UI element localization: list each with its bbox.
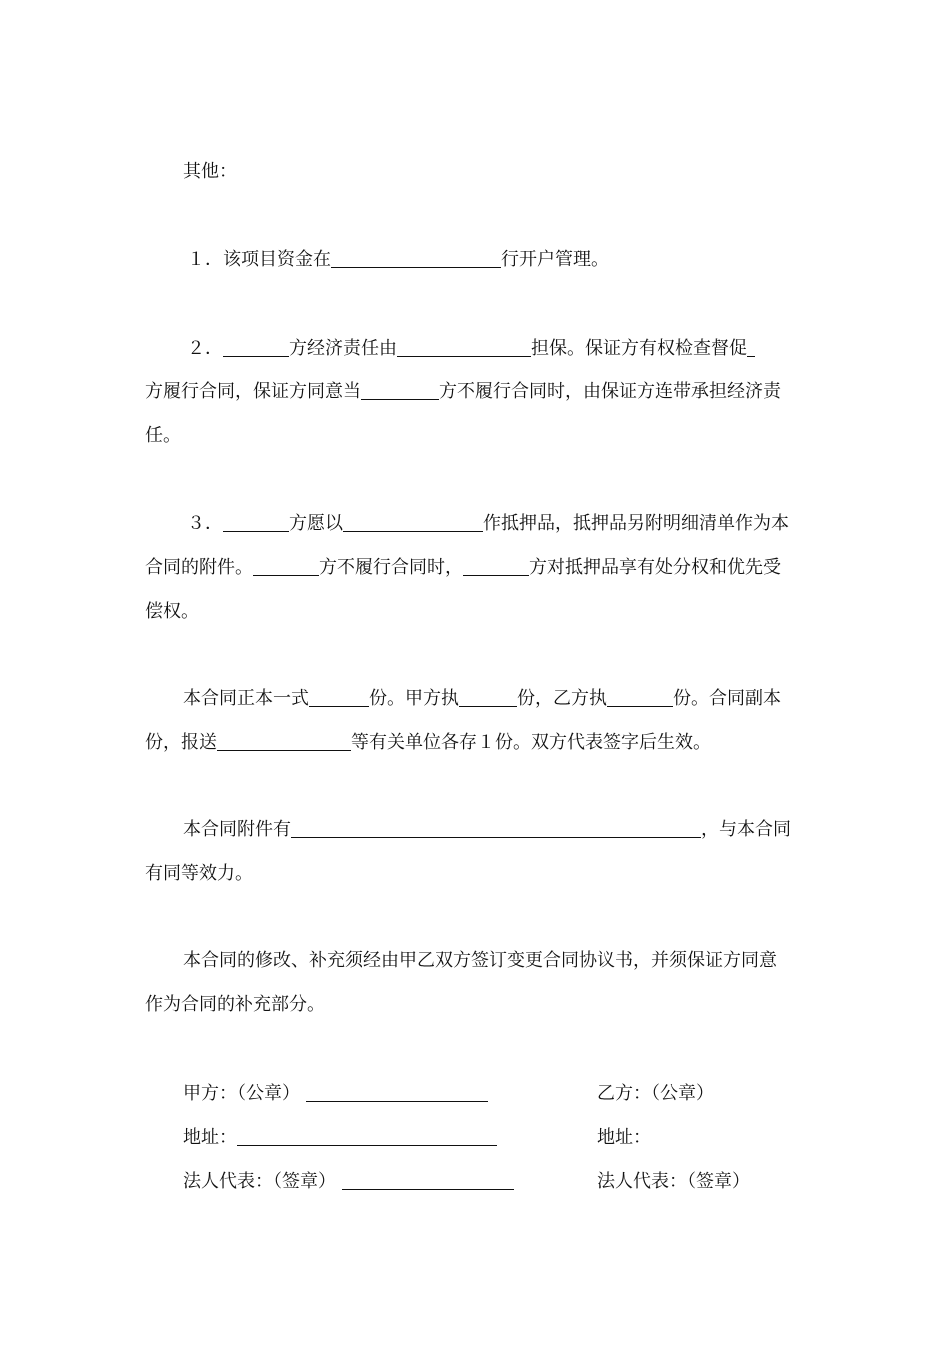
clause-3-text-a: 方愿以 — [289, 513, 343, 534]
clause-2-line-3: 任。 — [145, 425, 181, 446]
copies-text-a: 本合同正本一式 — [183, 688, 309, 709]
clause-2-text-b: 担保。保证方有权检查督促 — [531, 338, 747, 359]
party-a-copies-blank[interactable] — [459, 688, 517, 707]
party-a-label: 甲方：（公章） — [183, 1083, 300, 1104]
party-blank-2[interactable] — [361, 381, 439, 400]
attachments-line-1 — [183, 818, 791, 842]
party-a-seal — [183, 1082, 488, 1106]
attachments-blank[interactable] — [291, 819, 701, 838]
guarantor-blank[interactable] — [397, 338, 531, 357]
party-b-copies-blank[interactable] — [607, 688, 673, 707]
party-blank[interactable] — [223, 338, 289, 357]
clause-1 — [187, 248, 609, 272]
party-a-address — [183, 1126, 497, 1150]
amendments-line-2: 作为合同的补充部分。 — [145, 994, 325, 1015]
recipients-blank[interactable] — [217, 732, 351, 751]
clause-1-number: １． — [187, 249, 223, 270]
party-a-rep-label: 法人代表：（签章） — [183, 1171, 336, 1192]
party-a-address-label: 地址： — [183, 1127, 237, 1148]
copies-text-b: 份。甲方执 — [369, 688, 459, 709]
party-blank-tail[interactable] — [747, 338, 755, 357]
heading-other: 其他： — [183, 161, 237, 182]
attachments-text-b: ，与本合同 — [701, 819, 791, 840]
clause-2-number: ２． — [187, 338, 223, 359]
clause-2-text-c: 方履行合同，保证方同意当 — [145, 381, 361, 402]
collateral-blank[interactable] — [343, 513, 483, 532]
copies-text-d: 份。合同副本 — [673, 688, 781, 709]
bank-name-blank[interactable] — [331, 249, 501, 268]
clause-1-text-b: 行开户管理。 — [501, 249, 609, 270]
party-b-address: 地址： — [597, 1127, 651, 1148]
clause-1-text-a: 该项目资金在 — [223, 249, 331, 270]
clause-2-line-2 — [145, 380, 781, 404]
copies-text-c: 份，乙方执 — [517, 688, 607, 709]
amendments-line-1: 本合同的修改、补充须经由甲乙双方签订变更合同协议书，并须保证方同意 — [183, 950, 777, 971]
party-b-rep: 法人代表：（签章） — [597, 1171, 750, 1192]
party-blank-4[interactable] — [253, 557, 319, 576]
party-blank-5[interactable] — [463, 557, 529, 576]
party-a-rep-blank[interactable] — [342, 1171, 514, 1190]
copies-line-1 — [183, 687, 781, 711]
attachments-line-2: 有同等效力。 — [145, 863, 253, 884]
party-a-rep — [183, 1170, 514, 1194]
clause-3-text-c: 合同的附件。 — [145, 557, 253, 578]
copies-line-2 — [145, 731, 711, 755]
clause-3-line-3: 偿权。 — [145, 601, 199, 622]
clause-2-text-a: 方经济责任由 — [289, 338, 397, 359]
clause-3-line-1 — [187, 512, 789, 536]
clause-3-line-2 — [145, 556, 781, 580]
clause-3-text-b: 作抵押品，抵押品另附明细清单作为本 — [483, 513, 789, 534]
clause-2-text-d: 方不履行合同时，由保证方连带承担经济责 — [439, 381, 781, 402]
clause-3-number: ３． — [187, 513, 223, 534]
clause-3-text-d: 方不履行合同时， — [319, 557, 463, 578]
copies-text-e: 份，报送 — [145, 732, 217, 753]
attachments-text-a: 本合同附件有 — [183, 819, 291, 840]
clause-2-line-1 — [187, 337, 755, 361]
party-a-address-blank[interactable] — [237, 1127, 497, 1146]
clause-3-text-e: 方对抵押品享有处分权和优先受 — [529, 557, 781, 578]
party-b-seal: 乙方：（公章） — [597, 1083, 714, 1104]
copies-text-f: 等有关单位各存１份。双方代表签字后生效。 — [351, 732, 711, 753]
copies-blank[interactable] — [309, 688, 369, 707]
party-a-seal-blank[interactable] — [306, 1083, 488, 1102]
party-blank-3[interactable] — [223, 513, 289, 532]
